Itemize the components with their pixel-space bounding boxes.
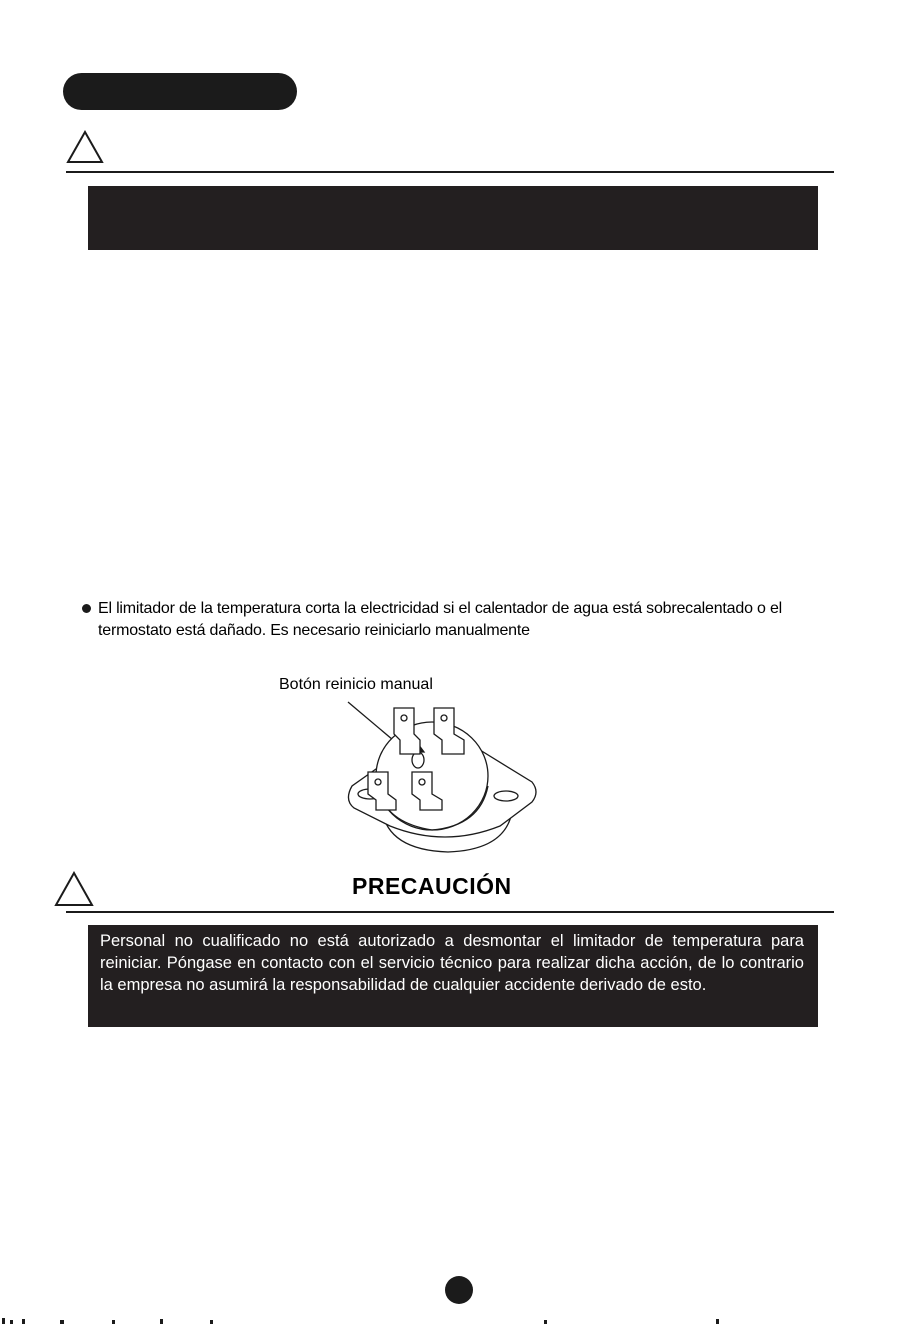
figure-label: Botón reinicio manual	[279, 676, 433, 693]
cropped-bottom-text	[0, 1316, 914, 1324]
section-title-pill	[63, 73, 297, 110]
page-number-badge	[445, 1276, 473, 1304]
caution-divider	[66, 911, 834, 913]
section-divider	[66, 171, 834, 173]
warning-triangle-icon	[54, 871, 94, 907]
caution-text: Personal no cualificado no está autorizado a desmontar el limitador de temperatura para reiniciar. Póngase en contacto con el servicio técnico para realizar dicha acción, de lo contrario la empresa no asumirá la responsabilidad de cualquier accidente derivado de esto.	[100, 932, 804, 994]
bullet-dot-icon	[82, 604, 91, 613]
warning-triangle-icon	[66, 130, 104, 164]
reset-info-text: El limitador de la temperatura corta la electricidad si el calentador de agua está sobrecalentado o el termostato está dañado. Es necesario reiniciarlo manualmente	[98, 600, 783, 639]
thermostat-limiter-icon	[330, 690, 560, 860]
caution-heading: PRECAUCIÓN	[352, 873, 512, 899]
reset-info-bullet	[82, 598, 842, 642]
warning-banner	[88, 186, 818, 250]
